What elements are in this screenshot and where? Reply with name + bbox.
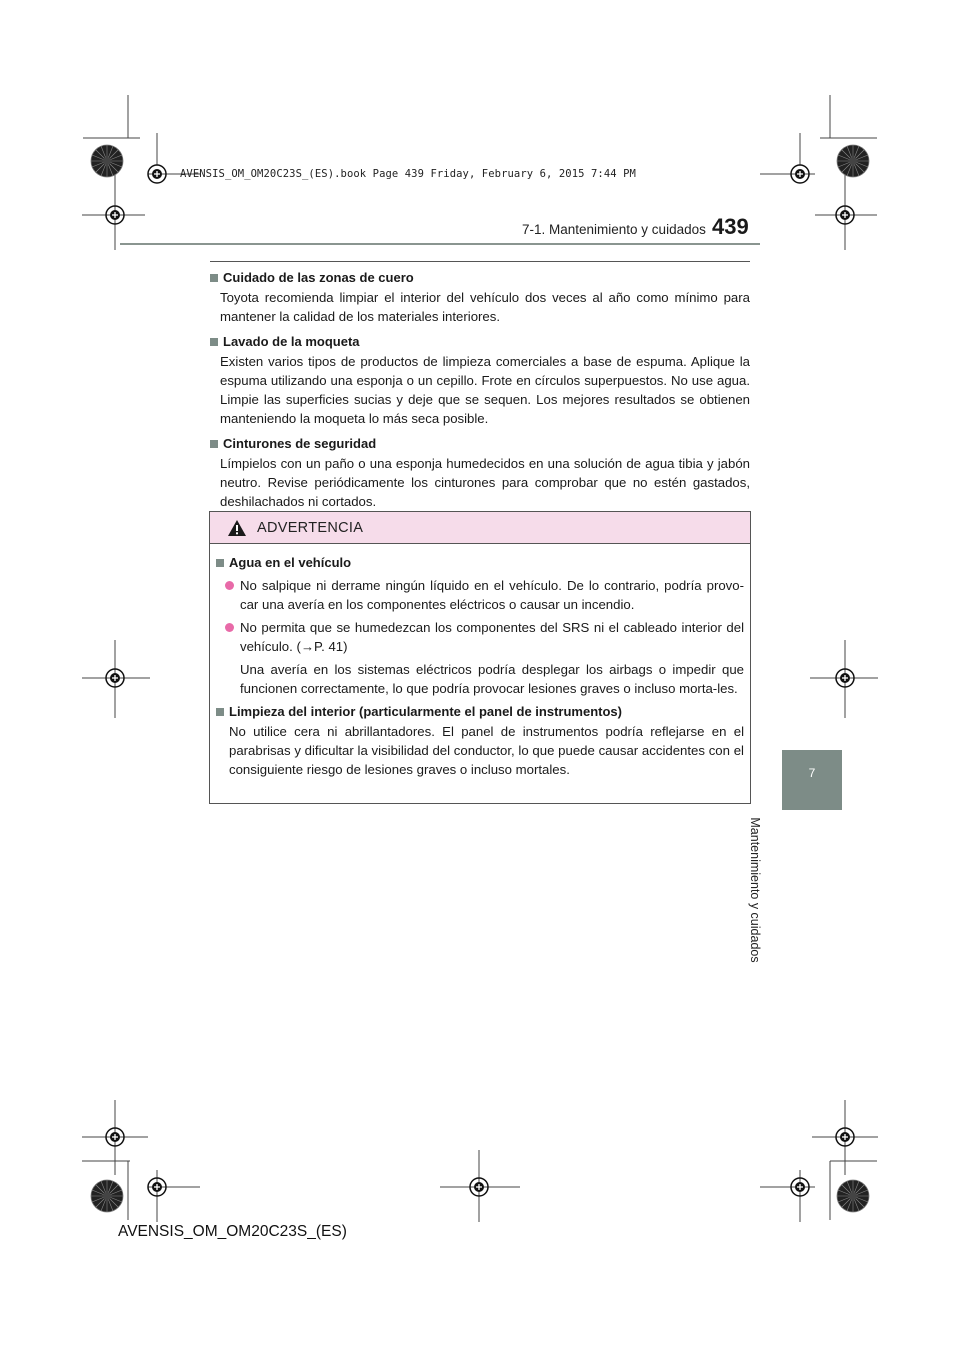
warning-title: ADVERTENCIA [257,519,364,536]
book-stamp: AVENSIS_OM_OM20C23S_(ES).book Page 439 Friday, February 6, 2015 7:44 PM [180,168,636,180]
topic-carpet [210,332,750,429]
topic-title: Cuidado de las zonas de cuero [223,270,414,285]
warning-body: No utilice cera ni abrillantadores. El panel de instrumentos podría reflejarse en el parabrisas y dificultar la visibilidad del conductor, lo que puede causar accidentes con el consiguiente riesgo de lesiones graves o incluso mortales. [229,723,744,778]
square-bullet-icon [210,338,218,346]
warning-bullet-text: No permita que se humedezcan los componentes del SRS ni el cableado interior del vehículo. (→P. 41) [240,619,744,654]
footer-doc-id: AVENSIS_OM_OM20C23S_(ES) [118,1223,347,1240]
warning-bullet [225,576,744,615]
chapter-number: 7 [808,766,816,780]
header-rule [120,243,760,245]
square-bullet-icon [210,274,218,282]
topic-leather [210,268,750,327]
round-bullet-icon [225,581,234,590]
main-content [210,268,750,517]
warning-triangle-icon [227,519,247,537]
section-title: 7-1. Mantenimiento y cuidados [522,222,706,237]
content-top-rule [210,261,750,262]
warning-content [210,544,750,780]
topic-title: Cinturones de seguridad [223,435,377,451]
warning-section-title: Agua en el vehículo [229,555,352,570]
page-number: 439 [712,214,749,239]
topic-body: Existen varios tipos de productos de limpieza comerciales a base de espuma. Aplique la espuma utilizando una esponja o un cepillo. Frote en círculos superpuestos. No use agua. Limpie las superficies sucias y deje que se sequen. Los mejores resultados se obtienen manteniendo la moqueta lo más seca posible. [220,353,750,427]
warning-note: Una avería en los sistemas eléctricos podría desplegar los airbags o impedir que funcionen correctamente, lo que podría provocar lesiones graves o incluso morta-les. [240,662,744,697]
square-bullet-icon [210,440,218,448]
square-bullet-icon [216,559,224,567]
square-bullet-icon [216,708,224,716]
warning-bullet-text: No salpique ni derrame ningún líquido en el vehículo. De lo contrario, podría provo-car una avería en los componentes eléctricos o causar un incendio. [240,578,744,613]
topic-body: Toyota recomienda limpiar el interior del vehículo dos veces al año como mínimo para mantener la calidad de los materiales interiores. [220,290,750,325]
topic-title: Lavado de la moqueta [223,333,360,349]
warning-box [209,511,751,804]
chapter-label: Mantenimiento y cuidados [748,817,762,963]
warning-bullet [225,618,744,657]
round-bullet-icon [225,623,234,632]
warning-section-title: Limpieza del interior (particularmente el panel de instrumentos) [229,703,622,719]
warning-header [210,512,750,544]
chapter-tab [782,750,842,810]
topic-seatbelts [210,434,750,512]
topic-body: Límpielos con un paño o una esponja humedecidos en una solución de agua tibia y jabón neutro. Revise periódicamente los cinturones para comprobar que no estén gastados, deshilachados ni cortados. [220,455,750,510]
